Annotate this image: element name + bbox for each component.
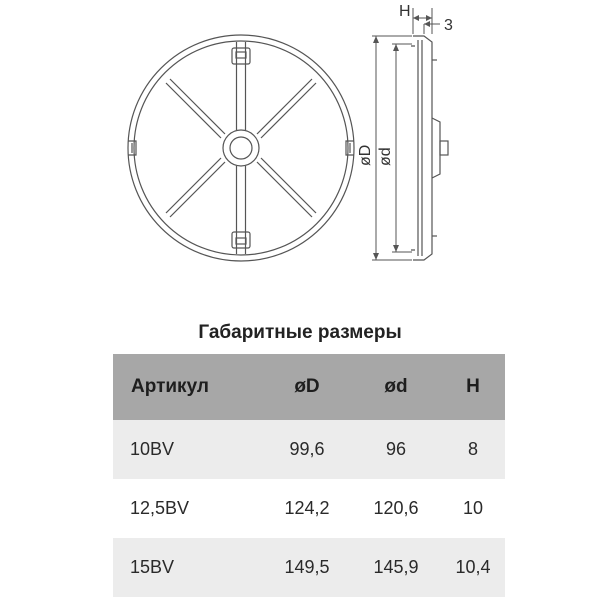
table-row	[113, 479, 505, 538]
cell-article: 15BV	[130, 557, 175, 577]
table-header-row	[113, 354, 505, 420]
dim-label-outer-diameter: øD	[357, 144, 374, 166]
dimensions-table	[113, 354, 505, 597]
cell-height: 10	[462, 498, 484, 518]
cell-article: 10BV	[130, 439, 175, 459]
cell-outer-diameter: 99,6	[289, 439, 325, 459]
header-height: H	[466, 376, 480, 397]
table-row	[113, 538, 505, 597]
table-row	[113, 420, 505, 479]
header-outer-diameter: øD	[294, 376, 320, 397]
dim-label-h: H	[399, 3, 411, 20]
cell-inner-diameter: 145,9	[373, 557, 419, 577]
dimension-arrows	[373, 15, 432, 260]
dim-label-3: 3	[444, 17, 453, 34]
cell-outer-diameter: 149,5	[284, 557, 330, 577]
header-inner-diameter: ød	[384, 376, 408, 397]
cell-height: 10,4	[455, 557, 491, 577]
dimension-lines	[372, 8, 440, 260]
header-article: Артикул	[131, 376, 209, 397]
cell-inner-diameter: 96	[385, 439, 407, 459]
cell-article: 12,5BV	[130, 498, 190, 518]
side-view	[411, 36, 448, 260]
section-title: Габаритные размеры	[198, 322, 402, 343]
front-view	[128, 35, 354, 261]
cell-height: 8	[467, 439, 478, 459]
cell-outer-diameter: 124,2	[284, 498, 330, 518]
cell-inner-diameter: 120,6	[373, 498, 419, 518]
dim-label-inner-diameter: ød	[377, 147, 394, 166]
